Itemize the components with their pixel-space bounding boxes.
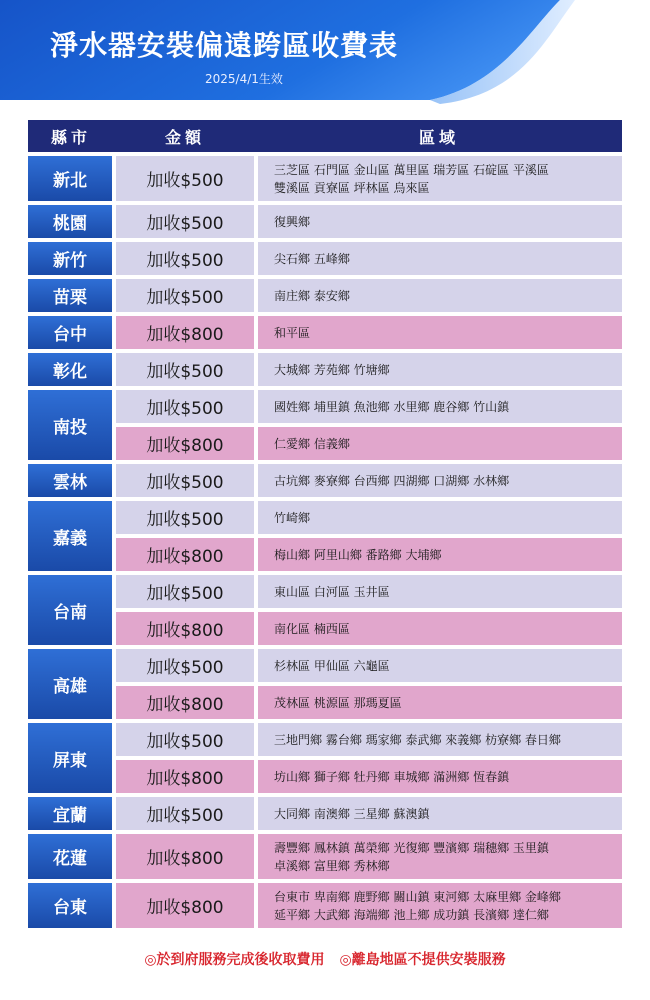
table-row [116,390,622,423]
area-cell [258,649,622,682]
table-row [116,760,622,793]
county-rows [116,279,622,312]
area-cell [258,242,622,275]
amount-cell: 加收$500 [116,575,254,608]
area-line: 和平區 [274,325,311,340]
amount-cell: 加收$500 [116,242,254,275]
county-rows [116,834,622,879]
header-banner [0,0,650,110]
county-rows [116,316,622,349]
county-cell: 新北 [28,156,112,201]
county-cell: 高雄 [28,649,112,719]
county-cell: 新竹 [28,242,112,275]
area-line: 坊山鄉 獅子鄉 牡丹鄉 車城鄉 滿洲鄉 恆春鎮 [274,769,510,784]
county-group [28,390,622,460]
area-line: 壽豐鄉 鳳林鎮 萬榮鄉 光復鄉 豐濱鄉 瑞穗鄉 玉里鎮 [274,840,549,855]
table-row [116,464,622,497]
amount-cell: 加收$800 [116,538,254,571]
county-group [28,316,622,349]
area-line: 古坑鄉 麥寮鄉 台西鄉 四湖鄉 口湖鄉 水林鄉 [274,473,510,488]
county-rows [116,883,622,928]
area-cell [258,723,622,756]
county-rows [116,353,622,386]
amount-cell: 加收$500 [116,156,254,201]
area-line: 延平鄉 大武鄉 海端鄉 池上鄉 成功鎮 長濱鄉 達仁鄉 [274,907,549,922]
table-row [116,686,622,719]
county-rows [116,156,622,201]
county-cell: 雲林 [28,464,112,497]
county-group [28,242,622,275]
area-cell [258,205,622,238]
area-cell [258,883,622,928]
area-cell [258,427,622,460]
amount-cell: 加收$500 [116,501,254,534]
area-line: 東山區 白河區 玉井區 [274,584,390,599]
table-row [116,834,622,879]
county-group [28,353,622,386]
area-cell [258,464,622,497]
footer-note-payment: ◎於到府服務完成後收取費用 [144,952,325,968]
table-header [28,120,622,152]
area-line: 卓溪鄉 富里鄉 秀林鄉 [274,858,390,873]
area-line: 台東市 卑南鄉 鹿野鄉 關山鎮 東河鄉 太麻里鄉 金峰鄉 [274,889,561,904]
amount-cell: 加收$500 [116,464,254,497]
table-row [116,501,622,534]
county-group [28,723,622,793]
county-group [28,575,622,645]
amount-cell: 加收$500 [116,649,254,682]
area-line: 大城鄉 芳苑鄉 竹塘鄉 [274,362,390,377]
table-row [116,316,622,349]
table-row [116,205,622,238]
county-cell: 台南 [28,575,112,645]
county-cell: 南投 [28,390,112,460]
area-cell [258,156,622,201]
fee-table [28,120,622,928]
amount-cell: 加收$800 [116,686,254,719]
area-cell [258,612,622,645]
county-cell: 花蓮 [28,834,112,879]
county-group [28,649,622,719]
county-cell: 彰化 [28,353,112,386]
county-rows [116,723,622,793]
area-line: 三芝區 石門區 金山區 萬里區 瑞芳區 石碇區 平溪區 [274,162,549,177]
area-cell [258,353,622,386]
area-line: 南化區 楠西區 [274,621,350,636]
table-row [116,353,622,386]
table-body [28,156,622,928]
table-row [116,538,622,571]
area-cell [258,538,622,571]
county-group [28,834,622,879]
county-rows [116,464,622,497]
table-row [116,649,622,682]
county-group [28,797,622,830]
county-cell: 桃園 [28,205,112,238]
amount-cell: 加收$800 [116,883,254,928]
area-line: 尖石鄉 五峰鄉 [274,251,350,266]
area-line: 雙溪區 貢寮區 坪林區 烏來區 [274,180,430,195]
county-group [28,464,622,497]
amount-cell: 加收$800 [116,316,254,349]
table-row [116,797,622,830]
table-row [116,723,622,756]
amount-cell: 加收$500 [116,390,254,423]
table-row [116,242,622,275]
county-cell: 台東 [28,883,112,928]
column-header-county: 縣市 [50,127,91,147]
county-rows [116,390,622,460]
amount-cell: 加收$500 [116,279,254,312]
column-header-amount: 金額 [164,127,205,147]
county-rows [116,649,622,719]
area-line: 仁愛鄉 信義鄉 [274,436,350,451]
area-cell [258,316,622,349]
amount-cell: 加收$800 [116,834,254,879]
table-row [116,279,622,312]
effective-date: 2025/4/1生效 [205,72,283,86]
amount-cell: 加收$500 [116,723,254,756]
county-cell: 宜蘭 [28,797,112,830]
county-rows [116,575,622,645]
area-cell [258,686,622,719]
amount-cell: 加收$800 [116,760,254,793]
page-title: 淨水器安裝偏遠跨區收費表 [50,29,399,62]
county-rows [116,797,622,830]
area-line: 國姓鄉 埔里鎮 魚池鄉 水里鄉 鹿谷鄉 竹山鎮 [274,399,510,414]
area-cell [258,760,622,793]
county-group [28,883,622,928]
footer-notes [0,949,650,969]
amount-cell: 加收$500 [116,797,254,830]
table-row [116,575,622,608]
footer-note-islands: ◎離島地區不提供安裝服務 [339,952,506,968]
amount-cell: 加收$800 [116,612,254,645]
amount-cell: 加收$800 [116,427,254,460]
county-cell: 苗栗 [28,279,112,312]
county-rows [116,205,622,238]
amount-cell: 加收$500 [116,205,254,238]
area-cell [258,834,622,879]
county-rows [116,501,622,571]
table-row [116,612,622,645]
area-line: 茂林區 桃源區 那瑪夏區 [274,695,402,710]
area-line: 梅山鄉 阿里山鄉 番路鄉 大埔鄉 [274,547,442,562]
table-row [116,427,622,460]
area-line: 竹崎鄉 [274,510,311,525]
area-cell [258,279,622,312]
area-line: 南庄鄉 泰安鄉 [274,288,350,303]
area-cell [258,501,622,534]
county-group [28,501,622,571]
area-cell [258,390,622,423]
table-row [116,156,622,201]
column-header-area: 區域 [418,127,459,147]
area-line: 三地門鄉 霧台鄉 瑪家鄉 泰武鄉 來義鄉 枋寮鄉 春日鄉 [274,732,561,747]
area-line: 杉林區 甲仙區 六龜區 [274,658,390,673]
area-line: 大同鄉 南澳鄉 三星鄉 蘇澳鎮 [274,806,430,821]
county-rows [116,242,622,275]
county-cell: 台中 [28,316,112,349]
county-group [28,279,622,312]
county-cell: 屏東 [28,723,112,793]
area-cell [258,797,622,830]
area-line: 復興鄉 [274,214,311,229]
county-group [28,205,622,238]
amount-cell: 加收$500 [116,353,254,386]
county-group [28,156,622,201]
county-cell: 嘉義 [28,501,112,571]
table-row [116,883,622,928]
area-cell [258,575,622,608]
